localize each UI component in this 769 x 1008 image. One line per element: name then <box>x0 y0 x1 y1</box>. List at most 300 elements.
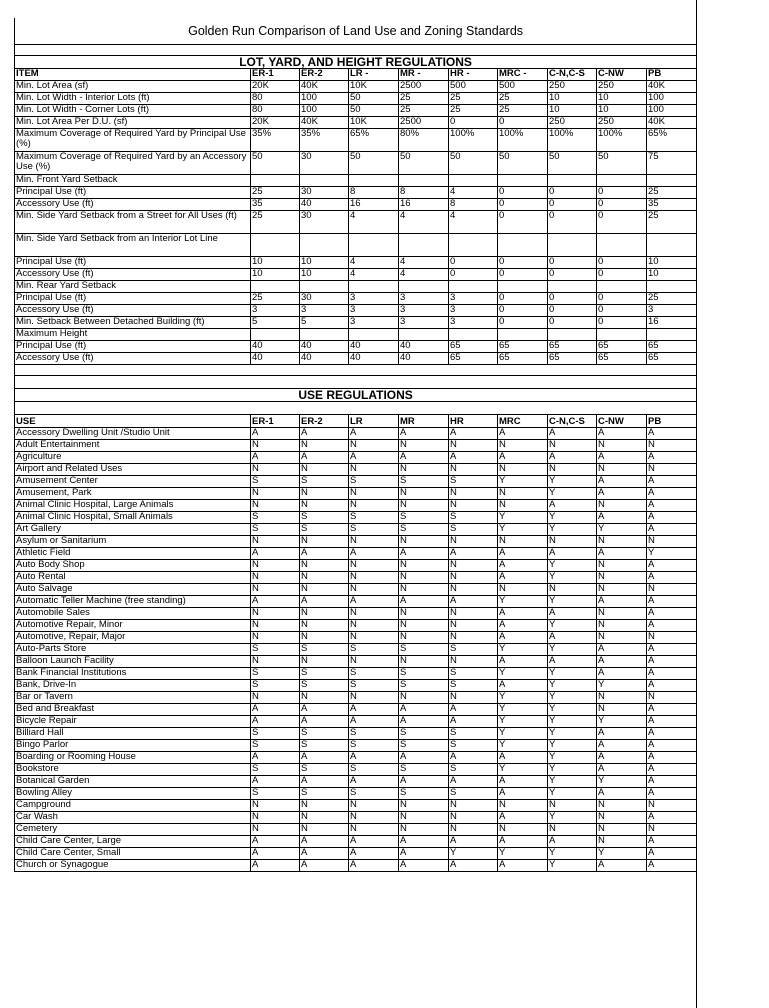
cell-value <box>449 234 498 257</box>
cell-value: C-NW <box>597 69 647 81</box>
cell-value: 40K <box>300 117 349 129</box>
cell-value: 50 <box>597 152 647 175</box>
cell-value: N <box>498 500 548 512</box>
cell-value: LR - <box>349 69 399 81</box>
cell-value: Y <box>498 524 548 536</box>
cell-value: 50 <box>548 152 597 175</box>
cell-value: S <box>349 788 399 800</box>
row-label: Bowling Alley <box>15 788 251 800</box>
cell-value: A <box>597 788 647 800</box>
row-label: Min. Setback Between Detached Building (ft) <box>15 317 251 329</box>
table-row <box>15 305 697 317</box>
cell-value: A <box>597 644 647 656</box>
section-heading: USE REGULATIONS <box>15 389 697 402</box>
cell-value: A <box>399 428 449 440</box>
spacer-row <box>15 365 697 376</box>
row-label: Auto-Parts Store <box>15 644 251 656</box>
cell-value: Y <box>548 524 597 536</box>
table-row <box>15 668 697 680</box>
cell-value: 50 <box>349 93 399 105</box>
cell-value: S <box>349 680 399 692</box>
cell-value: A <box>548 836 597 848</box>
table-row <box>15 512 697 524</box>
table-row <box>15 632 697 644</box>
cell-value: Y <box>548 752 597 764</box>
cell-value: 25 <box>647 293 697 305</box>
table-body <box>15 18 697 872</box>
cell-value: S <box>300 788 349 800</box>
cell-value: N <box>300 620 349 632</box>
cell-value: N <box>349 824 399 836</box>
cell-value: A <box>251 836 300 848</box>
table-row <box>15 812 697 824</box>
cell-value: N <box>399 824 449 836</box>
cell-value: S <box>251 728 300 740</box>
cell-value: 0 <box>597 211 647 234</box>
cell-value: A <box>449 776 498 788</box>
table-row <box>15 776 697 788</box>
cell-value: 10 <box>251 269 300 281</box>
row-label: Car Wash <box>15 812 251 824</box>
cell-value: Y <box>498 512 548 524</box>
cell-value: ER-2 <box>300 415 349 428</box>
cell-value: 75 <box>647 152 697 175</box>
cell-value: 25 <box>498 93 548 105</box>
cell-value: N <box>647 824 697 836</box>
cell-value: 65 <box>548 341 597 353</box>
cell-value: 0 <box>548 305 597 317</box>
cell-value: A <box>498 572 548 584</box>
cell-value: 3 <box>349 305 399 317</box>
row-label: Principal Use (ft) <box>15 187 251 199</box>
cell-value: 3 <box>449 317 498 329</box>
cell-value: 25 <box>498 105 548 117</box>
cell-value: N <box>349 632 399 644</box>
cell-value: N <box>251 572 300 584</box>
cell-value: Y <box>548 812 597 824</box>
cell-value <box>349 281 399 293</box>
cell-value: 40 <box>300 353 349 365</box>
cell-value: 25 <box>399 93 449 105</box>
cell-value: N <box>300 500 349 512</box>
spacer-row <box>15 376 697 389</box>
cell-value: A <box>597 452 647 464</box>
cell-value: A <box>251 452 300 464</box>
cell-value: 100% <box>597 129 647 152</box>
cell-value: Y <box>548 704 597 716</box>
cell-value: 3 <box>251 305 300 317</box>
cell-value: A <box>548 656 597 668</box>
cell-value <box>399 281 449 293</box>
cell-value: A <box>349 596 399 608</box>
cell-value: Y <box>548 668 597 680</box>
cell-value: 40 <box>251 353 300 365</box>
cell-value: 20K <box>251 117 300 129</box>
cell-value: Y <box>597 776 647 788</box>
cell-value: 0 <box>498 187 548 199</box>
row-label: Agriculture <box>15 452 251 464</box>
cell-value: 0 <box>548 199 597 211</box>
cell-value: A <box>349 776 399 788</box>
cell-value <box>449 175 498 187</box>
cell-value: N <box>449 584 498 596</box>
cell-value: A <box>647 596 697 608</box>
cell-value: 0 <box>548 257 597 269</box>
cell-value: N <box>349 500 399 512</box>
cell-value: S <box>251 476 300 488</box>
row-label: Bed and Breakfast <box>15 704 251 716</box>
table-row <box>15 464 697 476</box>
cell-value: A <box>349 836 399 848</box>
cell-value: N <box>251 584 300 596</box>
cell-value: S <box>300 764 349 776</box>
table-row <box>15 788 697 800</box>
cell-value: 0 <box>449 257 498 269</box>
cell-value: S <box>300 644 349 656</box>
cell-value: N <box>349 560 399 572</box>
cell-value: A <box>597 548 647 560</box>
cell-value: C-N,C-S <box>548 69 597 81</box>
table-row <box>15 848 697 860</box>
cell-value: N <box>349 440 399 452</box>
cell-value: 250 <box>597 117 647 129</box>
row-label: Child Care Center, Large <box>15 836 251 848</box>
cell-value: Y <box>548 788 597 800</box>
table-row <box>15 752 697 764</box>
cell-value: 100% <box>449 129 498 152</box>
cell-value: A <box>647 488 697 500</box>
cell-value: Y <box>548 476 597 488</box>
cell-value: Y <box>548 620 597 632</box>
cell-value: N <box>349 800 399 812</box>
cell-value: A <box>300 716 349 728</box>
cell-value: N <box>399 632 449 644</box>
cell-value: 3 <box>399 305 449 317</box>
cell-value: A <box>251 752 300 764</box>
cell-value: N <box>399 560 449 572</box>
cell-value: 50 <box>449 152 498 175</box>
cell-value: Y <box>548 488 597 500</box>
cell-value: S <box>300 512 349 524</box>
cell-value: A <box>597 752 647 764</box>
cell-value: Y <box>647 548 697 560</box>
cell-value: 40K <box>647 81 697 93</box>
cell-value: Y <box>498 848 548 860</box>
cell-value: 4 <box>349 211 399 234</box>
row-label: Min. Side Yard Setback from an Interior Lot Line <box>15 234 251 257</box>
cell-value: 0 <box>498 199 548 211</box>
table-row <box>15 281 697 293</box>
row-label: Automotive Repair, Minor <box>15 620 251 632</box>
cell-value: A <box>647 452 697 464</box>
cell-value: 100% <box>498 129 548 152</box>
table-row <box>15 317 697 329</box>
cell-value: A <box>647 512 697 524</box>
cell-value: N <box>548 824 597 836</box>
cell-value: N <box>349 656 399 668</box>
row-label: Accessory Dwelling Unit /Studio Unit <box>15 428 251 440</box>
cell-value: A <box>251 848 300 860</box>
cell-value <box>399 175 449 187</box>
cell-value: S <box>251 524 300 536</box>
cell-value: 40 <box>349 353 399 365</box>
cell-value: N <box>399 500 449 512</box>
table-row <box>15 704 697 716</box>
cell-value: 65 <box>597 353 647 365</box>
cell-value: N <box>251 464 300 476</box>
cell-value: A <box>300 860 349 872</box>
cell-value: C-NW <box>597 415 647 428</box>
cell-value: 3 <box>399 293 449 305</box>
cell-value: Y <box>548 512 597 524</box>
cell-value: S <box>449 512 498 524</box>
cell-value: A <box>399 452 449 464</box>
cell-value: A <box>548 428 597 440</box>
cell-value: N <box>449 824 498 836</box>
cell-value: 10 <box>597 105 647 117</box>
cell-value: S <box>349 644 399 656</box>
cell-value: 500 <box>449 81 498 93</box>
cell-value: 0 <box>498 257 548 269</box>
cell-value: S <box>251 644 300 656</box>
cell-value: N <box>548 464 597 476</box>
cell-value: 8 <box>399 187 449 199</box>
cell-value: A <box>399 776 449 788</box>
table-row <box>15 105 697 117</box>
cell-value: S <box>300 476 349 488</box>
cell-value: S <box>399 668 449 680</box>
cell-value: Y <box>597 680 647 692</box>
cell-value <box>449 329 498 341</box>
cell-value: 0 <box>548 293 597 305</box>
cell-value <box>300 329 349 341</box>
cell-value: PB <box>647 415 697 428</box>
cell-value: N <box>449 440 498 452</box>
cell-value <box>548 234 597 257</box>
cell-value: 8 <box>449 199 498 211</box>
cell-value: A <box>597 512 647 524</box>
table-row <box>15 211 697 234</box>
cell-value: 35 <box>251 199 300 211</box>
cell-value: N <box>647 536 697 548</box>
table-row <box>15 824 697 836</box>
cell-value: N <box>498 440 548 452</box>
table-row <box>15 353 697 365</box>
cell-value: A <box>647 644 697 656</box>
cell-value: 65 <box>597 341 647 353</box>
table-row <box>15 860 697 872</box>
cell-value: 40 <box>300 199 349 211</box>
cell-value: N <box>548 584 597 596</box>
cell-value <box>647 175 697 187</box>
row-label: Campground <box>15 800 251 812</box>
cell-value: MR <box>399 415 449 428</box>
cell-value: A <box>399 848 449 860</box>
cell-value: N <box>399 536 449 548</box>
row-label: Animal Clinic Hospital, Small Animals <box>15 512 251 524</box>
cell-value: N <box>597 620 647 632</box>
cell-value <box>548 329 597 341</box>
cell-value: A <box>449 548 498 560</box>
cell-value <box>251 281 300 293</box>
table-row <box>15 257 697 269</box>
cell-value <box>647 281 697 293</box>
table-row <box>15 584 697 596</box>
cell-value <box>498 329 548 341</box>
cell-value: Y <box>498 704 548 716</box>
cell-value: 80 <box>251 93 300 105</box>
cell-value: N <box>647 584 697 596</box>
cell-value: 65 <box>647 353 697 365</box>
cell-value: 10K <box>349 117 399 129</box>
row-label: Bicycle Repair <box>15 716 251 728</box>
cell-value: 100 <box>647 93 697 105</box>
cell-value: A <box>251 704 300 716</box>
cell-value: A <box>498 680 548 692</box>
cell-value: A <box>647 476 697 488</box>
cell-value: N <box>349 812 399 824</box>
table-row <box>15 560 697 572</box>
cell-value <box>251 234 300 257</box>
cell-value: 50 <box>399 152 449 175</box>
cell-value <box>597 175 647 187</box>
table-row <box>15 656 697 668</box>
cell-value: A <box>548 548 597 560</box>
cell-value: 65% <box>647 129 697 152</box>
cell-value: A <box>300 752 349 764</box>
cell-value: 65 <box>449 353 498 365</box>
cell-value: S <box>300 680 349 692</box>
cell-value <box>349 329 399 341</box>
lot-section-heading: LOT, YARD, AND HEIGHT REGULATIONS <box>15 56 697 69</box>
cell-value: N <box>597 500 647 512</box>
cell-value: 4 <box>349 257 399 269</box>
cell-value: A <box>647 788 697 800</box>
cell-value: N <box>449 488 498 500</box>
cell-value: N <box>399 572 449 584</box>
cell-value: N <box>349 608 399 620</box>
row-label: Principal Use (ft) <box>15 293 251 305</box>
cell-value: A <box>597 668 647 680</box>
cell-value: N <box>251 692 300 704</box>
row-label: Maximum Coverage of Required Yard by an Accessory Use (%) <box>15 152 251 175</box>
cell-value: A <box>449 836 498 848</box>
cell-value: S <box>449 644 498 656</box>
cell-value: N <box>597 440 647 452</box>
row-label: Athletic Field <box>15 548 251 560</box>
cell-value: 40 <box>399 341 449 353</box>
cell-value: N <box>498 488 548 500</box>
cell-value: 0 <box>498 117 548 129</box>
cell-value: N <box>300 608 349 620</box>
cell-value: S <box>449 788 498 800</box>
row-label: Accessory Use (ft) <box>15 269 251 281</box>
cell-value: N <box>300 800 349 812</box>
cell-value: N <box>399 800 449 812</box>
cell-value: N <box>251 608 300 620</box>
cell-value: 25 <box>449 93 498 105</box>
spacer-row <box>15 45 697 56</box>
cell-value: 80% <box>399 129 449 152</box>
cell-value: 0 <box>498 269 548 281</box>
cell-value <box>399 234 449 257</box>
cell-value: Y <box>498 596 548 608</box>
cell-value: N <box>597 704 647 716</box>
cell-value: S <box>449 524 498 536</box>
table-row <box>15 175 697 187</box>
cell-value: A <box>597 428 647 440</box>
cell-value: N <box>399 656 449 668</box>
cell-value <box>647 329 697 341</box>
cell-value: N <box>548 800 597 812</box>
cell-value: 50 <box>349 152 399 175</box>
cell-value: Y <box>498 668 548 680</box>
cell-value: A <box>251 548 300 560</box>
table-row <box>15 644 697 656</box>
cell-value: 30 <box>300 293 349 305</box>
cell-value: S <box>349 476 399 488</box>
cell-value: A <box>647 656 697 668</box>
cell-value: 35% <box>300 129 349 152</box>
cell-value: Y <box>498 764 548 776</box>
row-label: Accessory Use (ft) <box>15 305 251 317</box>
row-label: Automobile Sales <box>15 608 251 620</box>
cell-value: 40 <box>300 341 349 353</box>
cell-value: Y <box>548 572 597 584</box>
row-label: Boarding or Rooming House <box>15 752 251 764</box>
cell-value: A <box>597 764 647 776</box>
cell-value: A <box>498 776 548 788</box>
cell-value: Y <box>498 740 548 752</box>
cell-value: 0 <box>597 199 647 211</box>
table-row <box>15 728 697 740</box>
table-row <box>15 608 697 620</box>
cell-value: 10 <box>251 257 300 269</box>
cell-value: A <box>300 548 349 560</box>
table-row <box>15 500 697 512</box>
cell-value: N <box>449 656 498 668</box>
cell-value: S <box>399 644 449 656</box>
cell-value: A <box>647 752 697 764</box>
cell-value: 16 <box>399 199 449 211</box>
cell-value: N <box>548 536 597 548</box>
cell-value: N <box>300 488 349 500</box>
cell-value: A <box>647 608 697 620</box>
table-row <box>15 117 697 129</box>
cell-value: A <box>647 776 697 788</box>
cell-value: A <box>251 716 300 728</box>
cell-value: N <box>399 608 449 620</box>
cell-value: N <box>349 488 399 500</box>
cell-value: 0 <box>548 317 597 329</box>
cell-value <box>498 234 548 257</box>
cell-value: Y <box>548 692 597 704</box>
cell-value: A <box>548 632 597 644</box>
cell-value: 35 <box>647 199 697 211</box>
cell-value <box>498 175 548 187</box>
cell-value: A <box>548 500 597 512</box>
table-row <box>15 548 697 560</box>
cell-value: Y <box>548 764 597 776</box>
cell-value: 4 <box>349 269 399 281</box>
cell-value: 4 <box>399 269 449 281</box>
cell-value: 0 <box>597 293 647 305</box>
cell-value: S <box>349 740 399 752</box>
cell-value: Y <box>498 644 548 656</box>
cell-value: Y <box>498 476 548 488</box>
cell-value: N <box>647 464 697 476</box>
cell-value: S <box>300 668 349 680</box>
